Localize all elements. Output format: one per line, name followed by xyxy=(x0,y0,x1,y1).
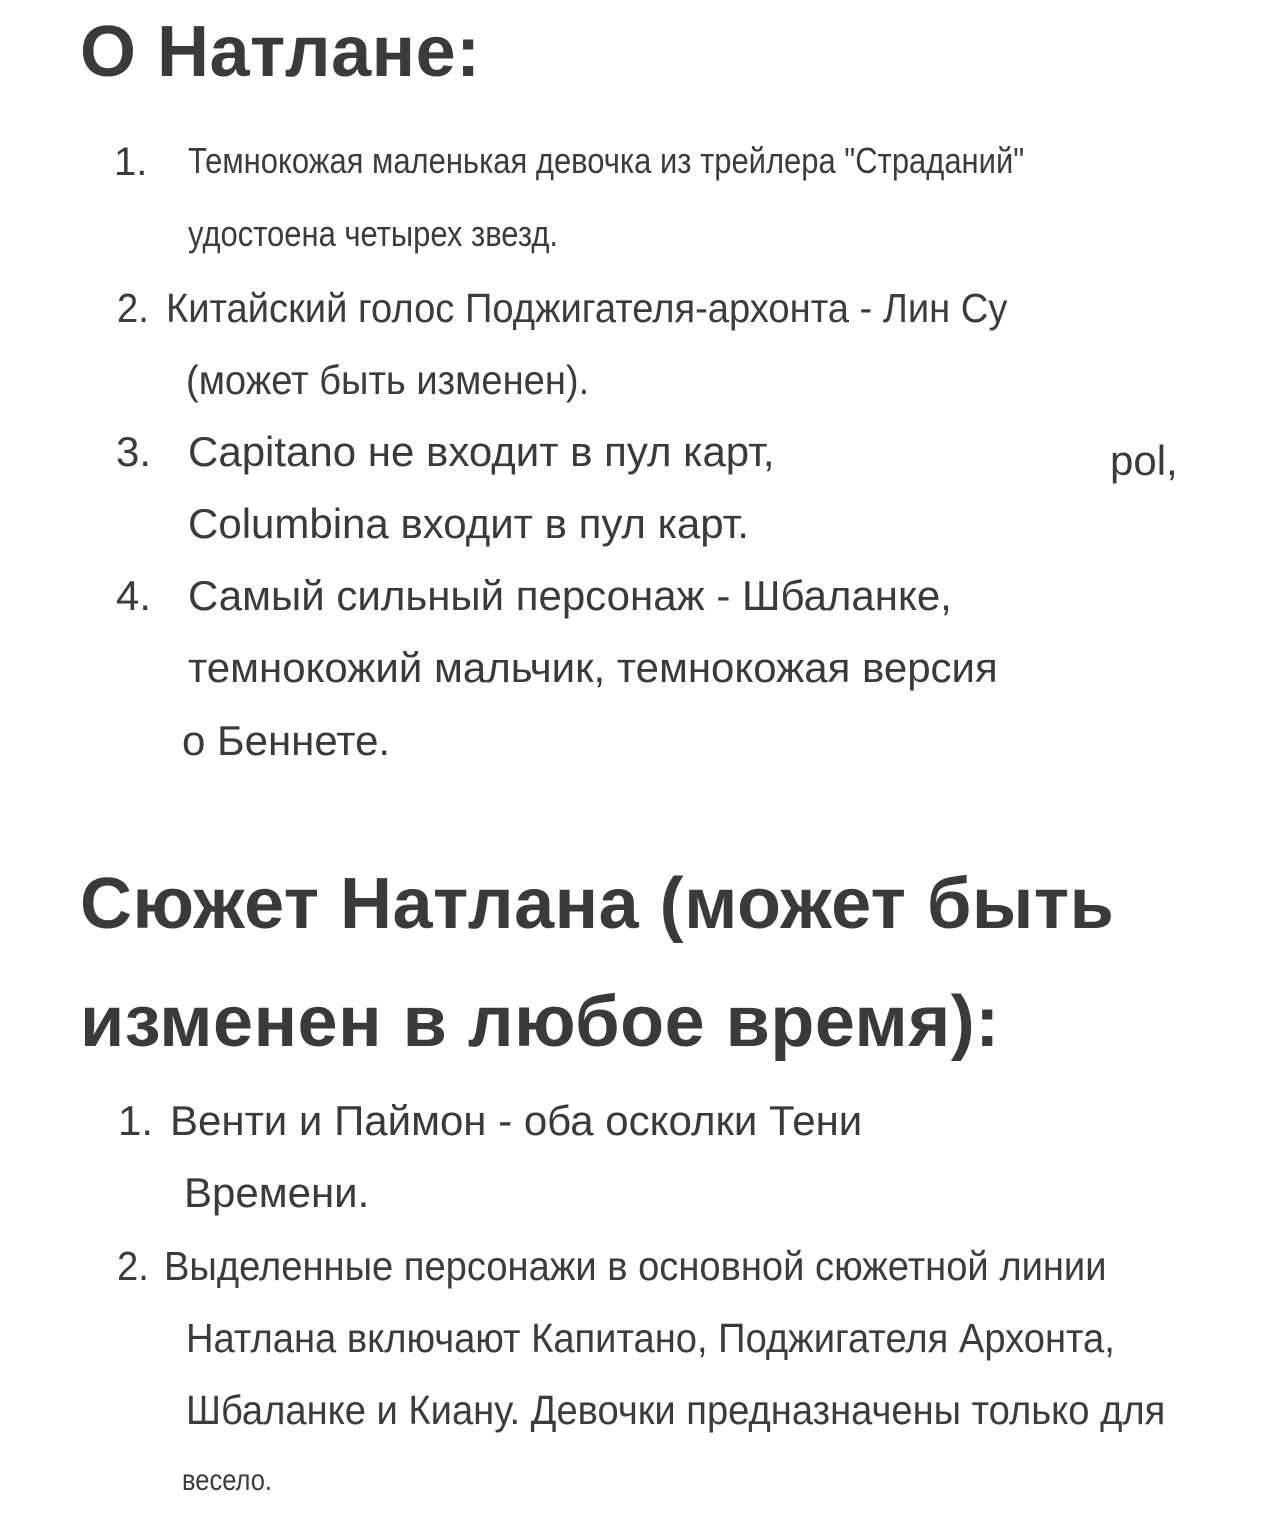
list-item-line: Натлана включают Капитано, Поджигателя Архонта, xyxy=(186,1315,1115,1361)
list-item-number: 2. xyxy=(117,285,149,331)
list-item-line: весело. xyxy=(182,1464,272,1497)
list-item-line: темнокожий мальчик, темнокожая версия xyxy=(188,644,998,691)
list-item-line: Венти и Паймон - оба осколки Тени xyxy=(170,1097,863,1144)
list-item-line: Темнокожая маленькая девочка из трейлера "Страданий" xyxy=(188,140,1025,181)
list-item-trailing-text: pol, xyxy=(1110,437,1178,484)
list-item-line: (может быть изменен). xyxy=(186,357,590,403)
list-item-number: 2. xyxy=(117,1243,149,1289)
list-item-line: Columbina входит в пул карт. xyxy=(188,500,749,547)
list-item-number: 1. xyxy=(118,1097,154,1144)
section-title-about-natlan: О Натлане: xyxy=(80,12,481,92)
list-item-line: Китайский голос Поджигателя-архонта - Лин Су xyxy=(166,285,1008,331)
list-item-line: Capitano не входит в пул карт, xyxy=(188,428,775,475)
list-item-line: Самый сильный персонаж - Шбаланке, xyxy=(188,572,952,619)
section-title-natlan-plot-line2: изменен в любое время): xyxy=(80,982,1000,1062)
list-item-number: 3. xyxy=(116,428,152,475)
list-item-line: Выделенные персонажи в основной сюжетной линии xyxy=(164,1243,1107,1289)
list-item-line: Шбаланке и Киану. Девочки предназначены только для xyxy=(186,1387,1166,1433)
list-item-number: 1. xyxy=(114,140,148,184)
section-title-natlan-plot-line1: Сюжет Натлана (может быть xyxy=(80,864,1115,944)
list-item-number: 4. xyxy=(116,572,152,619)
list-item-line: удостоена четырех звезд. xyxy=(188,213,559,254)
list-item-line: Времени. xyxy=(184,1169,370,1216)
list-item-line: о Беннете. xyxy=(182,717,391,764)
